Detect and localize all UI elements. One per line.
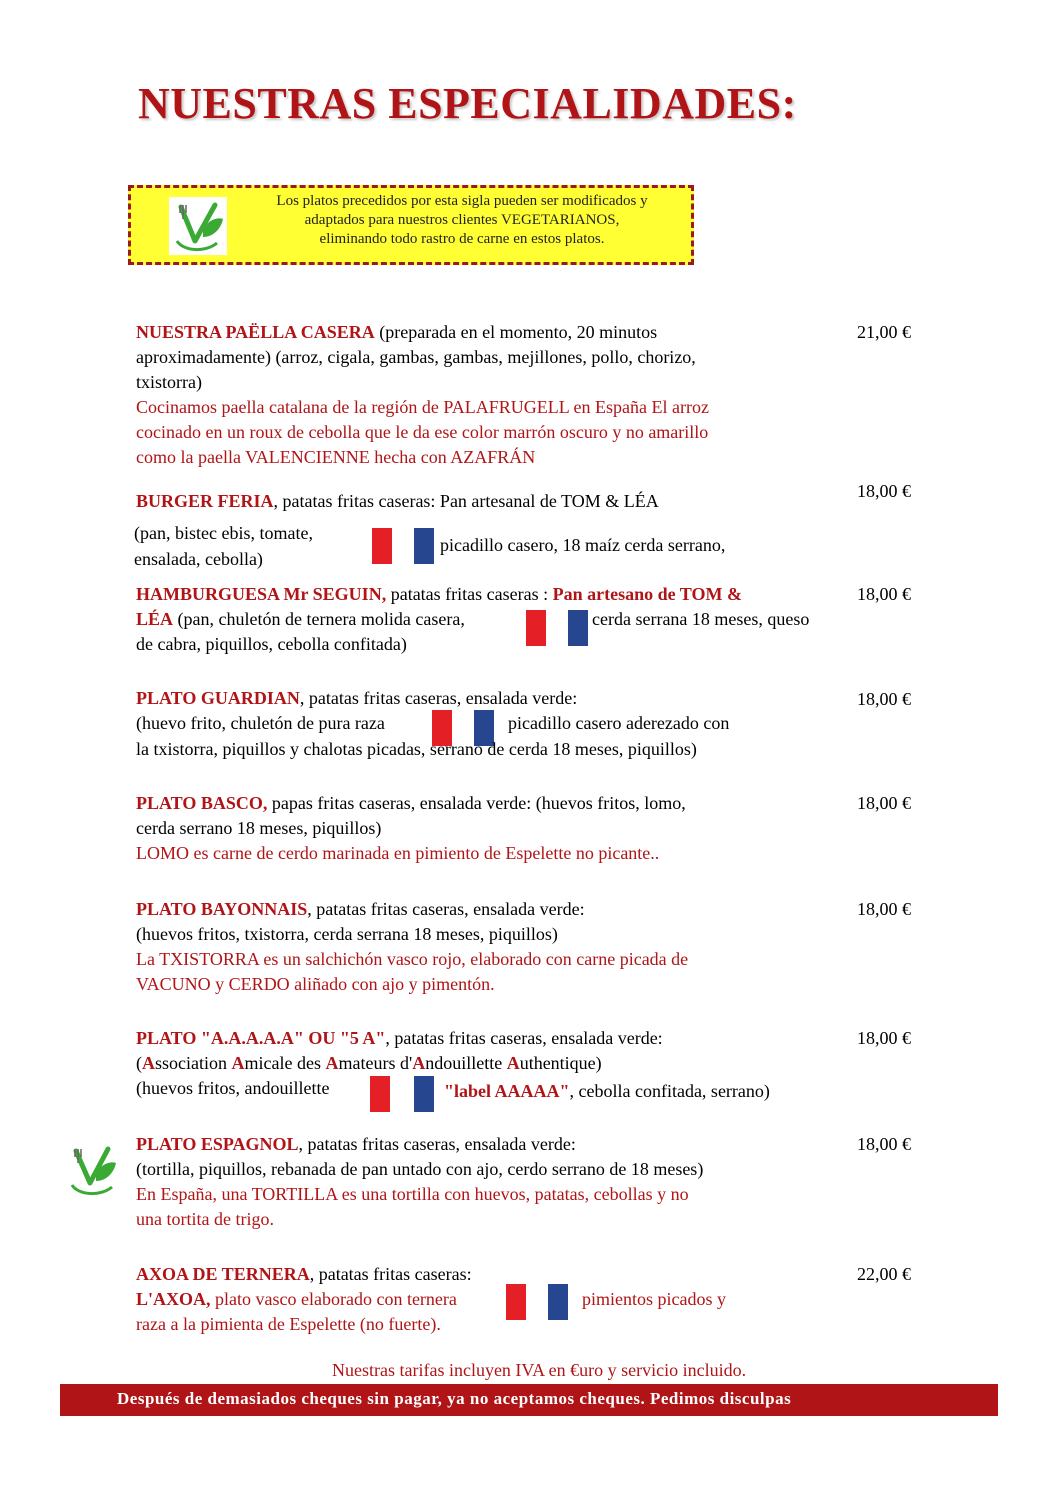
item-desc: de cabra, piquillos, cebolla confitada) (136, 634, 407, 654)
item-note: VACUNO y CERDO aliñado con ajo y pimentón. (136, 974, 495, 994)
item-note: La TXISTORRA es un salchichón vasco rojo, elaborado con carne picada de (136, 949, 689, 969)
text-part: ( (136, 1053, 142, 1073)
item-name: PLATO BAYONNAIS (136, 899, 308, 919)
item-name: BURGER FERIA (136, 491, 274, 511)
item-desc: la txistorra, piquillos y chalotas picadas, serrano de cerda 18 meses, piquillos) (136, 739, 697, 759)
item-note: Cocinamos paella catalana de la región de PALAFRUGELL en España El arroz (136, 397, 709, 417)
item-desc: picadillo casero aderezado con (508, 713, 730, 733)
item-note: raza a la pimienta de Espelette (no fuerte). (136, 1314, 441, 1334)
vegetarian-v-leaf-icon (169, 197, 227, 255)
france-flag-icon (370, 1076, 390, 1112)
item-price: 18,00 € (857, 1134, 911, 1154)
vegetarian-note-box (128, 185, 694, 265)
item-price: 18,00 € (857, 584, 911, 604)
france-flag-icon (414, 528, 434, 564)
initial-letter: A (325, 1053, 339, 1073)
item-desc: papas fritas caseras, ensalada verde: (huevos fritos, lomo, (267, 793, 686, 813)
item-price: 18,00 € (857, 793, 911, 813)
cheque-banner: Después de demasiados cheques sin pagar, ya no aceptamos cheques. Pedimos disculpas (60, 1384, 998, 1416)
menu-item-guardian (136, 686, 577, 711)
france-flag-icon (506, 1284, 526, 1320)
item-desc: patatas fritas caseras : (386, 584, 553, 604)
item-price: 21,00 € (857, 322, 911, 342)
item-desc: , patatas fritas caseras, ensalada verde: (299, 688, 578, 708)
item-desc: (tortilla, piquillos, rebanada de pan untado con ajo, cerdo serrano de 18 meses) (136, 1159, 704, 1179)
item-desc: (pan, bistec ebis, tomate, (134, 523, 313, 543)
item-desc: , patatas fritas caseras: (309, 1264, 472, 1284)
item-name: PLATO GUARDIAN (136, 688, 300, 708)
item-name: PLATO ESPAGNOL (136, 1134, 299, 1154)
item-desc: (pan, chuletón de ternera molida casera, (173, 609, 465, 629)
item-desc: (preparada en el momento, 20 minutos (374, 322, 658, 342)
item-desc: cerda serrano 18 meses, piquillos) (136, 818, 382, 838)
item-desc: , patatas fritas caseras: Pan artesanal de TOM & LÉA (273, 491, 659, 511)
item-name: PLATO BASCO, (136, 793, 268, 813)
france-flag-icon (414, 1076, 434, 1112)
item-price: 22,00 € (857, 1264, 911, 1284)
page-title: NUESTRAS ESPECIALIDADES: (138, 79, 797, 128)
item-note: LOMO es carne de cerdo marinada en pimiento de Espelette no picante.. (136, 843, 660, 863)
item-name: PLATO "A.A.A.A.A" OU "5 A" (136, 1028, 386, 1048)
france-flag-icon (372, 528, 392, 564)
text-part: micale des (244, 1053, 326, 1073)
menu-item-seguin (136, 582, 742, 607)
menu-item-burger (136, 489, 659, 514)
item-name: L'AXOA, (136, 1289, 211, 1309)
france-flag-icon (526, 610, 546, 646)
item-price: 18,00 € (857, 689, 911, 709)
note-line: adaptados para nuestros clientes VEGETARIANOS, (304, 212, 620, 228)
item-desc: txistorra) (136, 372, 202, 392)
item-desc: cerda serrana 18 meses, queso (592, 609, 810, 629)
menu-item-paella (136, 320, 709, 470)
item-name: NUESTRA PAËLLA CASERA (136, 322, 375, 342)
initial-letter: A (231, 1053, 245, 1073)
france-flag-icon (548, 1284, 568, 1320)
item-desc-bold: LÉA (136, 609, 174, 629)
tax-notice: Nuestras tarifas incluyen IVA en €uro y servicio incluido. (332, 1360, 747, 1380)
initial-letter: A (506, 1053, 520, 1073)
item-note: En España, una TORTILLA es una tortilla con huevos, patatas, cebollas y no (136, 1184, 689, 1204)
item-desc: (huevos fritos, txistorra, cerda serrana 18 meses, piquillos) (136, 924, 558, 944)
item-desc-line3 (444, 1079, 770, 1104)
menu-item-seguin-line2 (136, 607, 465, 632)
item-desc: , patatas fritas caseras, ensalada verde: (307, 899, 585, 919)
text-part: mateurs d' (338, 1053, 413, 1073)
item-price: 18,00 € (857, 1028, 911, 1048)
item-note: pimientos picados y (582, 1289, 726, 1309)
text-part: ssociation (155, 1053, 232, 1073)
item-desc-association (136, 1051, 663, 1076)
menu-item-espagnol (136, 1132, 703, 1232)
item-note: como la paella VALENCIENNE hecha con AZAFRÁN (136, 447, 536, 467)
france-flag-icon (568, 610, 588, 646)
text-part: ndouillette (425, 1053, 507, 1073)
item-desc: , patatas fritas caseras, ensalada verde: (298, 1134, 576, 1154)
vegetarian-note-text (231, 192, 693, 249)
menu-item-aaaaa (136, 1026, 663, 1076)
menu-item-bayonnais (136, 897, 688, 997)
item-note: plato vasco elaborado con ternera (210, 1289, 457, 1309)
menu-item-basco (136, 791, 686, 866)
initial-letter: A (412, 1053, 426, 1073)
item-desc: , cebolla confitada, serrano) (569, 1081, 770, 1101)
vegetarian-v-leaf-icon (70, 1143, 118, 1197)
item-name: AXOA DE TERNERA (136, 1264, 310, 1284)
initial-letter: A (142, 1053, 155, 1073)
item-desc: (huevos fritos, andouillette (136, 1078, 330, 1098)
menu-item-axoa (136, 1262, 472, 1287)
item-desc: ensalada, cebolla) (134, 549, 263, 569)
item-desc: , patatas fritas caseras, ensalada verde: (385, 1028, 663, 1048)
item-desc: (huevo frito, chuletón de pura raza (136, 713, 385, 733)
item-price: 18,00 € (857, 899, 911, 919)
item-name: HAMBURGUESA Mr SEGUIN, (136, 584, 387, 604)
menu-item-axoa-line2 (136, 1287, 457, 1312)
item-note: cocinado en un roux de cebolla que le da ese color marrón oscuro y no amarillo (136, 422, 709, 442)
item-price: 18,00 € (857, 481, 911, 501)
text-part: uthentique) (519, 1053, 602, 1073)
item-note: una tortita de trigo. (136, 1209, 274, 1229)
item-desc-bold: Pan artesano de TOM & (552, 584, 742, 604)
item-desc: aproximadamente) (arroz, cigala, gambas, gambas, mejillones, pollo, chorizo, (136, 347, 696, 367)
item-desc: picadillo casero, 18 maíz cerda serrano, (440, 535, 726, 555)
note-line: Los platos precedidos por esta sigla pueden ser modificados y (276, 193, 648, 209)
note-line: eliminando todo rastro de carne en estos platos. (319, 231, 605, 247)
label-text: "label AAAAA" (444, 1081, 570, 1101)
